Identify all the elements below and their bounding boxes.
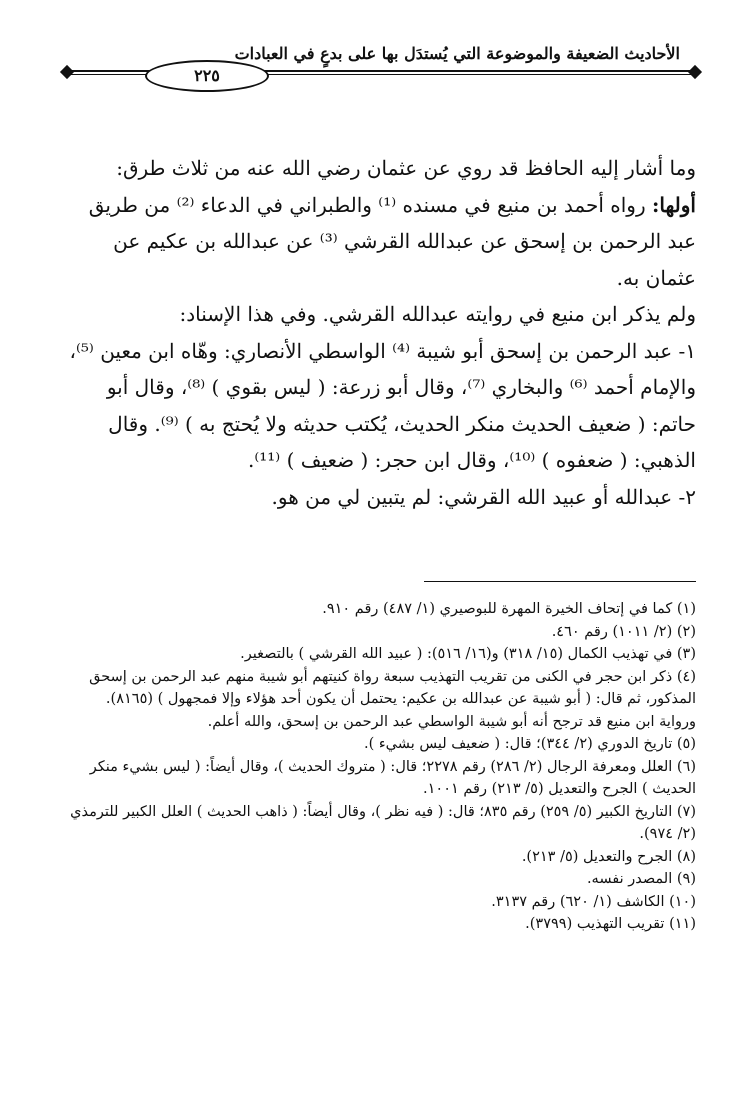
diamond-ornament-right-icon xyxy=(688,65,702,79)
footnote-item: (١٠) الكاشف (١/ ٦٢٠) رقم ٣١٣٧. xyxy=(491,893,696,910)
paragraph-intro: وما أشار إليه الحافظ قد روي عن عثمان رضي الله عنه من ثلاث طرق: xyxy=(116,156,696,180)
diamond-ornament-left-icon xyxy=(60,65,74,79)
paragraph-isnad-note: ولم يذكر ابن منيع في روايته عبدالله القرشي. وفي هذا الإسناد: xyxy=(179,302,696,326)
paragraph-narrator-2: ٢- عبدالله أو عبيد الله القرشي: لم يتبين لي من هو. xyxy=(271,484,696,509)
running-header xyxy=(60,44,700,94)
footnote-item: (٨) الجرح والتعديل (٥/ ٢١٣). xyxy=(521,848,696,865)
footnote-separator xyxy=(424,581,696,582)
footnotes xyxy=(66,598,696,936)
paragraph-lead: أولها: xyxy=(651,192,696,217)
footnote-item: (٤) ذكر ابن حجر في الكنى من تقريب التهذيب سبعة رواة كنيتهم أبو شيبة منهم عبد الرحمن بن إسحق المذكور، ثم قال: ( أبو شيبة عن عبدالله بن عكيم: يحتمل أن يكون أحد هؤلاء وإلا فمجهول ) (٨١٦٥). ورواية ابن منيع قد ترجح أنه أبو شيبة الواسطي عبد الرحمن بن إسحق، والله أعلم. xyxy=(89,668,696,730)
footnote-item: (٧) التاريخ الكبير (٥/ ٢٥٩) رقم ٨٣٥؛ قال: ( فيه نظر )، وقال أيضاً: ( ذاهب الحديث ) العلل الكبير للترمذي (٢/ ٩٧٤). xyxy=(70,803,696,842)
main-text xyxy=(66,150,696,515)
paragraph-first-route-text: رواه أحمد بن منيع في مسنده ⁽¹⁾ والطبراني في الدعاء ⁽²⁾ من طريق عبد الرحمن بن إسحق عن عبدالله القرشي ⁽³⁾ عن عبدالله بن عكيم عن عثمان به. xyxy=(88,192,696,290)
footnote-item: (٦) العلل ومعرفة الرجال (٢/ ٢٨٦) رقم ٢٢٧٨؛ قال: ( متروك الحديث )، وقال أيضاً: ( ليس بشيء منكر الحديث ) الجرح والتعديل (٥/ ٢١٣) رقم ١٠٠١. xyxy=(89,758,696,797)
footnote-item: (٢) (٢/ ١٠١١) رقم ٤٦٠. xyxy=(551,623,696,640)
header-title: الأحاديث الضعيفة والموضوعة التي يُستدَل بها على بدعٍ في العبادات xyxy=(234,44,680,63)
footnote-item: (١١) تقريب التهذيب (٣٧٩٩). xyxy=(525,916,696,932)
paragraph-narrator-1: ١- عبد الرحمن بن إسحق أبو شيبة ⁽⁴⁾ الواسطي الأنصاري: وهّاه ابن معين ⁽⁵⁾، والإمام أحمد ⁽⁶⁾ والبخاري ⁽⁷⁾، وقال أبو زرعة: ( ليس بقوي ) ⁽⁸⁾، وقال أبو حاتم: ( ضعيف الحديث منكر الحديث، يُكتب حديثه ولا يُحتج به ) ⁽⁹⁾. وقال الذهبي: ( ضعفوه ) ⁽¹⁰⁾، وقال ابن حجر: ( ضعيف ) ⁽¹¹⁾. xyxy=(69,338,696,472)
paragraph-first-route xyxy=(66,187,696,297)
footnote-item: (٣) في تهذيب الكمال (١٥/ ٣١٨) و(١٦/ ٥١٦): ( عبيد الله القرشي ) بالتصغير. xyxy=(240,646,696,662)
page-number: ٢٢٥ xyxy=(145,60,269,92)
footnote-item: (٩) المصدر نفسه. xyxy=(586,871,696,887)
footnote-item: (٥) تاريخ الدوري (٢/ ٣٤٤)؛ قال: ( ضعيف ليس بشيء ). xyxy=(363,736,696,752)
footnote-item: (١) كما في إتحاف الخيرة المهرة للبوصيري (١/ ٤٨٧) رقم ٩١٠. xyxy=(322,601,696,617)
